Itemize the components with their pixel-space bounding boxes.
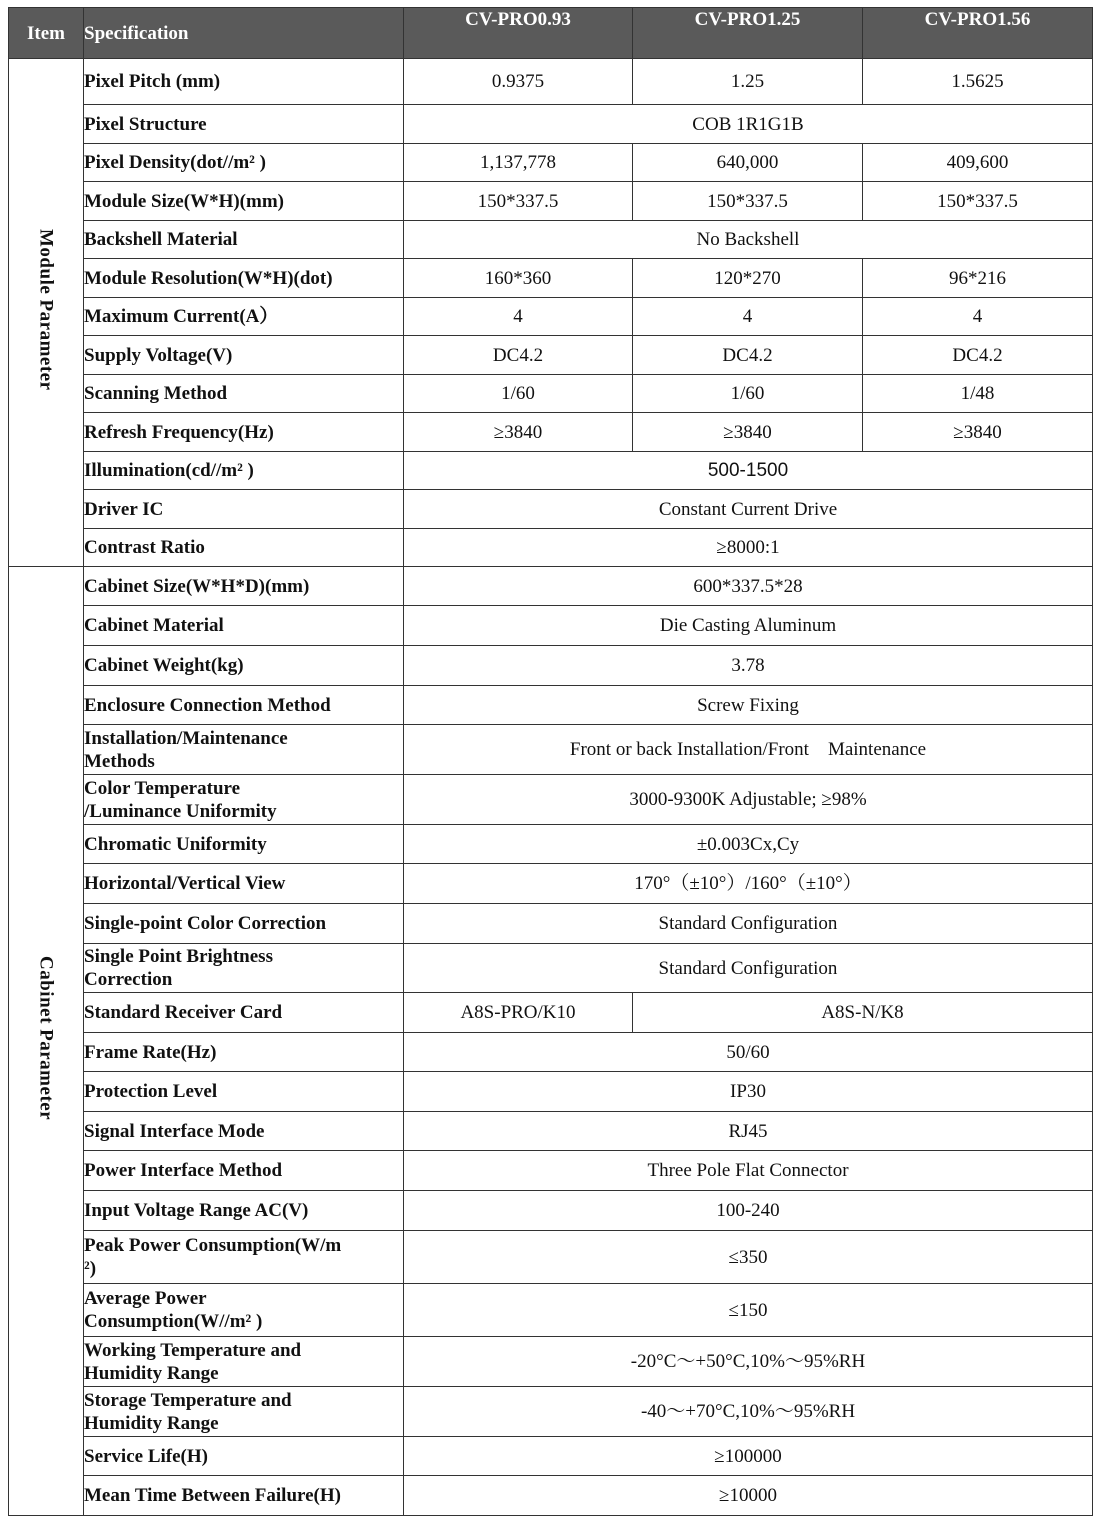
row-label: Cabinet Size(W*H*D)(mm) bbox=[84, 567, 404, 606]
cell-value: 100-240 bbox=[404, 1191, 1093, 1231]
table-row bbox=[9, 105, 1093, 144]
cell-value: DC4.2 bbox=[633, 336, 863, 375]
cell-value: 50/60 bbox=[404, 1033, 1093, 1072]
row-label-line: Methods bbox=[84, 750, 155, 772]
cell-value: ≥8000:1 bbox=[404, 529, 1093, 567]
row-label-line: Average Power bbox=[84, 1288, 207, 1309]
row-label: Standard Receiver Card bbox=[84, 993, 404, 1033]
row-label-line: Peak Power Consumption(W/m bbox=[84, 1235, 342, 1256]
row-label-line: Single Point Brightness bbox=[84, 946, 273, 967]
row-label: Contrast Ratio bbox=[84, 529, 404, 567]
cell-value: ≤350 bbox=[404, 1231, 1093, 1284]
cell-value: IP30 bbox=[404, 1072, 1093, 1112]
cell-value: Standard Configuration bbox=[404, 944, 1093, 993]
header-item: Item bbox=[9, 8, 84, 59]
cell-value: 1,137,778 bbox=[404, 144, 633, 182]
table-row bbox=[9, 904, 1093, 944]
row-label bbox=[84, 775, 404, 825]
row-label-line: Correction bbox=[84, 969, 173, 990]
group-module-label: Module Parameter bbox=[35, 228, 57, 391]
row-label-line: Humidity Range bbox=[84, 1362, 219, 1384]
row-label: Protection Level bbox=[84, 1072, 404, 1112]
cell-value: 3000-9300K Adjustable; ≥98% bbox=[404, 775, 1093, 825]
row-label: Input Voltage Range AC(V) bbox=[84, 1191, 404, 1231]
row-label-line: Installation/Maintenance bbox=[84, 727, 288, 749]
table-row bbox=[9, 259, 1093, 298]
row-label: Cabinet Weight(kg) bbox=[84, 646, 404, 686]
row-label: Backshell Material bbox=[84, 221, 404, 259]
cell-value: 409,600 bbox=[863, 144, 1093, 182]
row-label: Scanning Method bbox=[84, 375, 404, 413]
cell-value: Three Pole Flat Connector bbox=[404, 1151, 1093, 1191]
cell-value: DC4.2 bbox=[863, 336, 1093, 375]
table-row bbox=[9, 1033, 1093, 1072]
table-row bbox=[9, 1151, 1093, 1191]
table-row bbox=[9, 606, 1093, 646]
table-row bbox=[9, 1191, 1093, 1231]
cell-value: 160*360 bbox=[404, 259, 633, 298]
cell-value: 170°（±10°）/160°（±10°） bbox=[404, 864, 1093, 904]
row-label: Enclosure Connection Method bbox=[84, 686, 404, 725]
cell-value: A8S-PRO/K10 bbox=[404, 993, 633, 1033]
header-model-2: CV-PRO1.56 bbox=[863, 8, 1093, 59]
row-label: Horizontal/Vertical View bbox=[84, 864, 404, 904]
cell-value: 150*337.5 bbox=[863, 182, 1093, 221]
cell-value: 1/60 bbox=[404, 375, 633, 413]
header-model-1: CV-PRO1.25 bbox=[633, 8, 863, 59]
cell-value: ±0.003Cx,Cy bbox=[404, 825, 1093, 864]
table-row bbox=[9, 1337, 1093, 1387]
row-label: Pixel Pitch (mm) bbox=[84, 59, 404, 105]
cell-value: Screw Fixing bbox=[404, 686, 1093, 725]
row-label: Service Life(H) bbox=[84, 1437, 404, 1476]
table-row bbox=[9, 775, 1093, 825]
row-label bbox=[84, 944, 404, 993]
table-row bbox=[9, 944, 1093, 993]
cell-value: 1/60 bbox=[633, 375, 863, 413]
row-label bbox=[84, 1231, 404, 1284]
cell-value: ≥100000 bbox=[404, 1437, 1093, 1476]
row-label-line: Color Temperature bbox=[84, 777, 241, 799]
cell-value: 1.5625 bbox=[863, 59, 1093, 105]
table-row bbox=[9, 1284, 1093, 1337]
cell-value: 150*337.5 bbox=[404, 182, 633, 221]
cell-value: 4 bbox=[404, 298, 633, 336]
row-label: Module Resolution(W*H)(dot) bbox=[84, 259, 404, 298]
cell-value: No Backshell bbox=[404, 221, 1093, 259]
row-label-line: /Luminance Uniformity bbox=[84, 800, 277, 822]
table-row bbox=[9, 144, 1093, 182]
cell-value: 4 bbox=[863, 298, 1093, 336]
group-module-parameter bbox=[9, 59, 84, 567]
cell-value: DC4.2 bbox=[404, 336, 633, 375]
table-row bbox=[9, 221, 1093, 259]
row-label-line: Storage Temperature and bbox=[84, 1389, 292, 1411]
header-model-0: CV-PRO0.93 bbox=[404, 8, 633, 59]
header-row bbox=[9, 8, 1093, 59]
specification-table bbox=[8, 7, 1093, 1516]
table-row bbox=[9, 1112, 1093, 1151]
cell-value: -20°C～+50°C,10%～95%RH bbox=[404, 1337, 1093, 1387]
row-label-line: ²) bbox=[84, 1258, 97, 1279]
row-label: Single-point Color Correction bbox=[84, 904, 404, 944]
row-label: Maximum Current(A） bbox=[84, 298, 404, 336]
cell-value: Standard Configuration bbox=[404, 904, 1093, 944]
table-row bbox=[9, 686, 1093, 725]
row-label bbox=[84, 1387, 404, 1437]
table-row bbox=[9, 1231, 1093, 1284]
cell-value: A8S-N/K8 bbox=[633, 993, 1093, 1033]
table-row bbox=[9, 336, 1093, 375]
group-cabinet-label: Cabinet Parameter bbox=[35, 955, 57, 1121]
table-row bbox=[9, 1437, 1093, 1476]
row-label: Power Interface Method bbox=[84, 1151, 404, 1191]
cell-value: 4 bbox=[633, 298, 863, 336]
table-row bbox=[9, 567, 1093, 606]
table-row bbox=[9, 825, 1093, 864]
cell-value: ≤150 bbox=[404, 1284, 1093, 1337]
table-row bbox=[9, 646, 1093, 686]
cell-value: Die Casting Aluminum bbox=[404, 606, 1093, 646]
cell-value: 96*216 bbox=[863, 259, 1093, 298]
cell-value: ≥3840 bbox=[863, 413, 1093, 452]
group-cabinet-parameter bbox=[9, 567, 84, 1516]
row-label bbox=[84, 1337, 404, 1387]
table-row bbox=[9, 993, 1093, 1033]
table-row bbox=[9, 413, 1093, 452]
row-label-line: Humidity Range bbox=[84, 1412, 219, 1434]
cell-value: ≥3840 bbox=[404, 413, 633, 452]
row-label-line: Consumption(W//m² ) bbox=[84, 1311, 263, 1332]
table-row bbox=[9, 182, 1093, 221]
cell-value: ≥3840 bbox=[633, 413, 863, 452]
row-label: Illumination(cd//m² ) bbox=[84, 452, 404, 490]
cell-value: ≥10000 bbox=[404, 1476, 1093, 1516]
cell-value: 500-1500 bbox=[404, 452, 1093, 490]
row-label: Chromatic Uniformity bbox=[84, 825, 404, 864]
row-label: Driver IC bbox=[84, 490, 404, 529]
table-row bbox=[9, 452, 1093, 490]
cell-value: RJ45 bbox=[404, 1112, 1093, 1151]
cell-value: COB 1R1G1B bbox=[404, 105, 1093, 144]
row-label: Frame Rate(Hz) bbox=[84, 1033, 404, 1072]
table-row bbox=[9, 375, 1093, 413]
cell-value: 150*337.5 bbox=[633, 182, 863, 221]
row-label: Pixel Density(dot//m² ) bbox=[84, 144, 404, 182]
row-label: Mean Time Between Failure(H) bbox=[84, 1476, 404, 1516]
table-row bbox=[9, 864, 1093, 904]
row-label: Refresh Frequency(Hz) bbox=[84, 413, 404, 452]
table-row bbox=[9, 529, 1093, 567]
cell-value: Constant Current Drive bbox=[404, 490, 1093, 529]
row-label bbox=[84, 1284, 404, 1337]
table-row bbox=[9, 59, 1093, 105]
row-label: Module Size(W*H)(mm) bbox=[84, 182, 404, 221]
cell-value: 600*337.5*28 bbox=[404, 567, 1093, 606]
table-row bbox=[9, 1476, 1093, 1516]
row-label: Supply Voltage(V) bbox=[84, 336, 404, 375]
row-label-line: Working Temperature and bbox=[84, 1339, 302, 1361]
cell-value: Front or back Installation/Front Maintenance bbox=[404, 725, 1093, 775]
table-row bbox=[9, 1072, 1093, 1112]
row-label bbox=[84, 725, 404, 775]
cell-value: 0.9375 bbox=[404, 59, 633, 105]
row-label: Pixel Structure bbox=[84, 105, 404, 144]
table-row bbox=[9, 490, 1093, 529]
cell-value: 3.78 bbox=[404, 646, 1093, 686]
header-specification: Specification bbox=[84, 8, 404, 59]
table-row bbox=[9, 298, 1093, 336]
cell-value: 1/48 bbox=[863, 375, 1093, 413]
cell-value: 1.25 bbox=[633, 59, 863, 105]
row-label: Cabinet Material bbox=[84, 606, 404, 646]
cell-value: -40～+70°C,10%～95%RH bbox=[404, 1387, 1093, 1437]
row-label: Signal Interface Mode bbox=[84, 1112, 404, 1151]
cell-value: 120*270 bbox=[633, 259, 863, 298]
table-row bbox=[9, 725, 1093, 775]
table-row bbox=[9, 1387, 1093, 1437]
cell-value: 640,000 bbox=[633, 144, 863, 182]
